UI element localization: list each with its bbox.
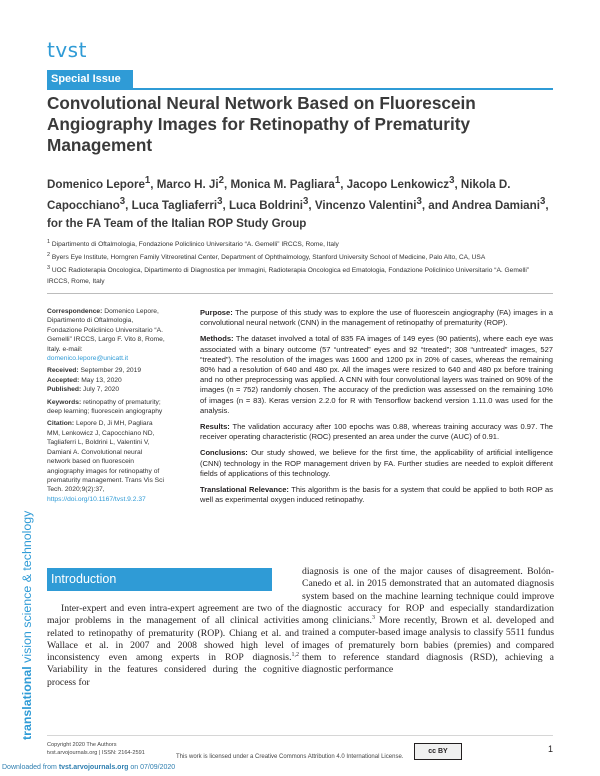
affiliation-item: $^3$ UOC Radioterapia Oncologica, Dipartimento di Diagnostica per Immagini, Radioterapia Oncologica ed Ematologia, Fondazione Policlinico Universitario “A. Gemelli” IRCCS, Rome, Italy [47,265,530,285]
author-name: Vincenzo Valentini [314,199,417,213]
author-name: Marco H. Ji [156,177,219,191]
author-name: Luca Tagliaferri [131,199,218,213]
affiliation-item: $^1$ Dipartimento di Oftalmologia, Fondazione Policlinico Universitario “A. Gemelli” IRCCS, Rome, Italy [47,239,339,249]
correspondence-label: Correspondence: [47,308,103,315]
accepted-date: May 13, 2020 [81,376,122,384]
section-divider [47,293,553,294]
citation-label: Citation: [47,420,75,428]
keywords: retinopathy of prematurity; deep learning; fluorescein angiography [47,398,163,416]
author-affiliation-mark: 1 [144,175,151,186]
affiliation-item: $^2$ Byers Eye Institute, Horngren Family Vitreoretinal Center, Department of Ophthalmology, Stanford University School of Medicine, Palo Alto, CA, USA [47,252,486,262]
author-affiliation-mark: 3 [217,196,223,208]
article-title: Convolutional Neural Network Based on Fluorescein Angiography Images for Retinopathy of Prematurity Management [47,93,476,155]
author-affiliation-mark: 2 [218,175,224,186]
author-name: Jacopo Lenkowicz [346,177,450,191]
body-column-left: Inter-expert and even intra-expert agreement are two of the major problems in the management of all clinical activities related to retinopathy of prematurity (ROP). Chiang et al. and Wallace et al. in 2007 and 2008 showed high level of inconsistency even among experts in ROP diagnosis.$^{1,2}$ Variability in the features considered during the cognitive process for [47,603,299,688]
author-affiliation-mark: 1 [334,175,341,186]
page-number: 1 [548,744,554,754]
journal-site: tvst.arvojournals.org | ISSN: 2164-2591 [47,750,145,756]
author-name: Luca Boldrini [228,199,304,213]
abstract [200,308,553,511]
abstract-purpose: Purpose: The purpose of this study was to explore the use of fluorescein angiography (FA) images in a convolutional neural network (CNN) in the management of retinopathy of prematurity (ROP). [200,308,553,328]
correspondence-text: Domenico Lepore, Dipartimento di Oftalmologia, Fondazione Policlinico Universitario “A. Gemelli” IRCCS, Largo F. Vito 8, Rome, Italy. e-mail: [47,308,165,353]
abstract-results: Results: The validation accuracy after 100 epochs was 0.88, whereas training accuracy was 0.97. The receiver operating characteristic (ROC) presented an area under the curve (AUC) of 0.91. [200,422,553,442]
citation-ref[interactable]: 1,2 [291,651,299,658]
body-column-right: diagnosis is one of the major causes of disagreement. Bolón-Canedo et al. in 2015 demonstrated that an automated diagnosis system based on the machine learning technique could improve diagnostic accuracy for ROP and especially standardization among clinicians.$^3$ More recently, Brown et al. developed and trained a computer-based image analysis to classify 5511 fundus images of prematurely born babies (premies) and compared them to reference standard diagnosis (RSD), achieving a diagnostic performance [302,566,554,676]
footer-info [47,741,145,757]
copyright: Copyright 2020 The Authors [47,742,117,748]
journal-logo: tvst [47,38,87,62]
introduction-heading: Introduction [47,568,272,591]
license-text: This work is licensed under a Creative Commons Attribution 4.0 International License. [176,754,404,760]
doi-link[interactable]: https://doi.org/10.1167/tvst.9.2.37 [47,495,146,503]
section-badge: Special Issue [47,70,133,88]
author-name: Nikola D. Capocchiano [47,177,511,213]
author-list: Domenico Lepore$^1$, Marco H. Ji$^2$, Monica M. Pagliara$^1$, Jacopo Lenkowicz$^3$, Nikola D. Capocchiano$^3$, Luca Tagliaferri$^3$, Luca Boldrini$^3$, Vincenzo Valentini$^3$, and Andrea Damiani$^3$, for the FA Team of the Italian ROP Study Group [47,175,549,230]
author-affiliation-mark: 3 [119,196,126,208]
email-link[interactable]: domenico.lepore@unicatt.it [47,355,129,363]
citation-text: Lepore D, Ji MH, Pagliara MM, Lenkowicz J, Capocchiano ND, Tagliaferri L, Boldrini L, Valentini V, Damiani A. Convolutional neural network based on fluorescein angiography images for retinopathy of prematurity management. Trans Vis Sci Tech. 2020;9(2):37, [47,420,164,494]
published-date: July 7, 2020 [83,386,120,394]
author-affiliation-mark: 3 [416,196,422,208]
abstract-methods: Methods: The dataset involved a total of 835 FA images of 149 eyes (90 patients), where each eye was associated with a binary outcome (57 “untreated” eyes and 92 “treated”; 308 “untreated” images, 527 “treated”). The resolution of the images was 1600 and 1200 px in 20% of cases, whereas the remaining 80% had a resolution of 640 and 480 px. All the images were resized to 640 and 480 px before training and no other preprocessing was applied. A CNN with four convolutional layers was trained on 90% of the images (n = 752) randomly chosen. The accuracy of the prediction was assessed on the remaining 10% of images (n = 83). Keras version 2.2.0 for R with Tensorflow backend version 1.11.0 was used for the analysis. [200,334,553,415]
author-group: , for the FA Team of the Italian ROP Study Group [47,199,549,230]
title-divider [47,88,553,90]
author-affiliation-mark: 3 [539,196,546,208]
article-sidebar: Correspondence: Domenico Lepore, Dipartimento di Oftalmologia, Fondazione Policlinico Universitario “A. Gemelli” IRCCS, Largo F. Vito 8, Rome, Italy. e-mail: domenico.lepore@unicatt.it Received: September 29, 2019 Accepted: May 13, 2020 Published: July 7, 2020 Keywords: retinopathy of prematurity; deep learning; fluorescein angiography Citation: Lepore D, Ji MH, Pagliara MM, Lenkowicz J, Capocchiano ND, Tagliaferri L, Boldrini L, Valentini V, Damiani A. Convolutional neural network based on fluorescein angiography images for retinopathy of prematurity management. Trans Vis Sci Tech. 2020;9(2):37, https://doi.org/10.1167/tvst.9.2.37 [47,308,165,503]
affiliations [47,237,553,287]
abstract-conclusions: Conclusions: Our study showed, we believe for the first time, the applicability of artificial intelligence (CNN) technology in the ROP management driven by FA. Further studies are needed to exploit different fields of applications of this technology. [200,448,553,478]
footer-divider [47,735,553,736]
received-date: September 29, 2019 [80,367,142,375]
author-name: Domenico Lepore [47,177,145,191]
cc-by-badge[interactable]: cc BY [414,743,462,760]
download-stamp: Downloaded from tvst.arvojournals.org on 07/09/2020 [2,764,176,771]
author-name: Andrea Damiani [451,199,540,213]
abstract-relevance: Translational Relevance: This algorithm is the basis for a system that could be applied to both ROP as well as experimental oxygen induced retinopathy. [200,485,553,505]
author-affiliation-mark: 3 [449,175,455,186]
journal-vertical-banner: translational vision science & technology [20,510,34,740]
keywords-label: Keywords: [47,398,82,406]
author-affiliation-mark: 3 [303,196,309,208]
author-name: Monica M. Pagliara [230,177,335,191]
citation-ref[interactable]: 3 [371,614,375,621]
